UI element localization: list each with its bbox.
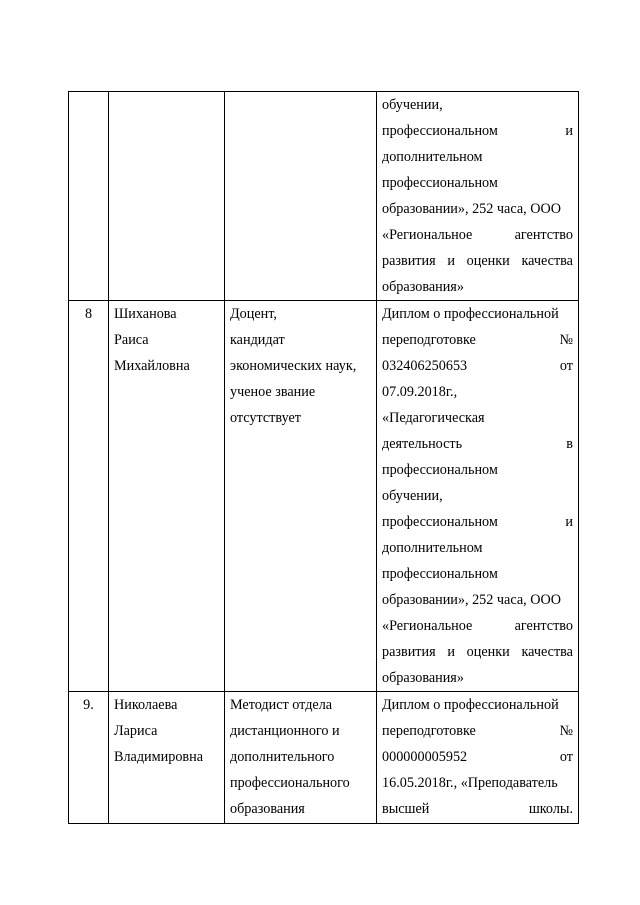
name-cell bbox=[109, 692, 225, 824]
education-line: образования» bbox=[382, 670, 464, 686]
position-line: кандидат bbox=[230, 332, 285, 348]
education-line: Диплом о профессиональной bbox=[382, 306, 559, 322]
education-line: образовании», 252 часа, ООО bbox=[382, 201, 561, 217]
staff-table bbox=[68, 91, 579, 824]
education-line: обучении, bbox=[382, 488, 443, 504]
position-line: дистанционного и bbox=[230, 723, 340, 739]
education-line: высшей школы. bbox=[382, 801, 573, 817]
education-line: развития и оценки качества bbox=[382, 253, 573, 269]
name-cell bbox=[109, 92, 225, 301]
education-line: профессиональном bbox=[382, 462, 498, 478]
position-line: отсутствует bbox=[230, 410, 301, 426]
education-line: профессиональном bbox=[382, 175, 498, 191]
education-line: дополнительном bbox=[382, 540, 483, 556]
education-line: образования» bbox=[382, 279, 464, 295]
position-cell bbox=[225, 92, 377, 301]
education-line: «Педагогическая bbox=[382, 410, 485, 426]
row-number-cell bbox=[69, 92, 109, 301]
table-row bbox=[69, 301, 579, 692]
position-line: Методист отдела bbox=[230, 697, 333, 713]
education-line: 032406250653 от bbox=[382, 358, 573, 374]
education-line: Диплом о профессиональной bbox=[382, 697, 559, 713]
position-line: профессионального bbox=[230, 775, 350, 791]
name-line: Шиханова bbox=[114, 306, 177, 322]
education-line: развития и оценки качества bbox=[382, 644, 573, 660]
name-line: Раиса bbox=[114, 332, 149, 348]
name-cell bbox=[109, 301, 225, 692]
name-line: Владимировна bbox=[114, 749, 203, 765]
education-line: дополнительном bbox=[382, 149, 483, 165]
education-line: переподготовке № bbox=[382, 723, 573, 739]
education-line: обучении, bbox=[382, 97, 443, 113]
education-cell bbox=[377, 301, 579, 692]
table-row bbox=[69, 92, 579, 301]
education-line: «Региональное агентство bbox=[382, 227, 573, 243]
education-line: профессиональном и bbox=[382, 514, 573, 530]
education-cell bbox=[377, 92, 579, 301]
education-line: «Региональное агентство bbox=[382, 618, 573, 634]
education-line: 07.09.2018г., bbox=[382, 384, 458, 400]
education-cell bbox=[377, 692, 579, 824]
position-cell bbox=[225, 692, 377, 824]
row-number-cell: 8 bbox=[69, 301, 109, 692]
position-cell bbox=[225, 301, 377, 692]
position-line: образования bbox=[230, 801, 305, 817]
education-line: профессиональном и bbox=[382, 123, 573, 139]
name-line: Лариса bbox=[114, 723, 158, 739]
name-line: Михайловна bbox=[114, 358, 190, 374]
education-line: переподготовке № bbox=[382, 332, 573, 348]
row-number-cell: 9. bbox=[69, 692, 109, 824]
education-line: профессиональном bbox=[382, 566, 498, 582]
name-line: Николаева bbox=[114, 697, 178, 713]
education-line: 16.05.2018г., «Преподаватель bbox=[382, 775, 558, 791]
position-line: экономических наук, bbox=[230, 358, 357, 374]
education-line: 000000005952 от bbox=[382, 749, 573, 765]
table-row bbox=[69, 692, 579, 824]
education-line: деятельность в bbox=[382, 436, 573, 452]
position-line: дополнительного bbox=[230, 749, 335, 765]
education-line: образовании», 252 часа, ООО bbox=[382, 592, 561, 608]
position-line: Доцент, bbox=[230, 306, 277, 322]
position-line: ученое звание bbox=[230, 384, 316, 400]
